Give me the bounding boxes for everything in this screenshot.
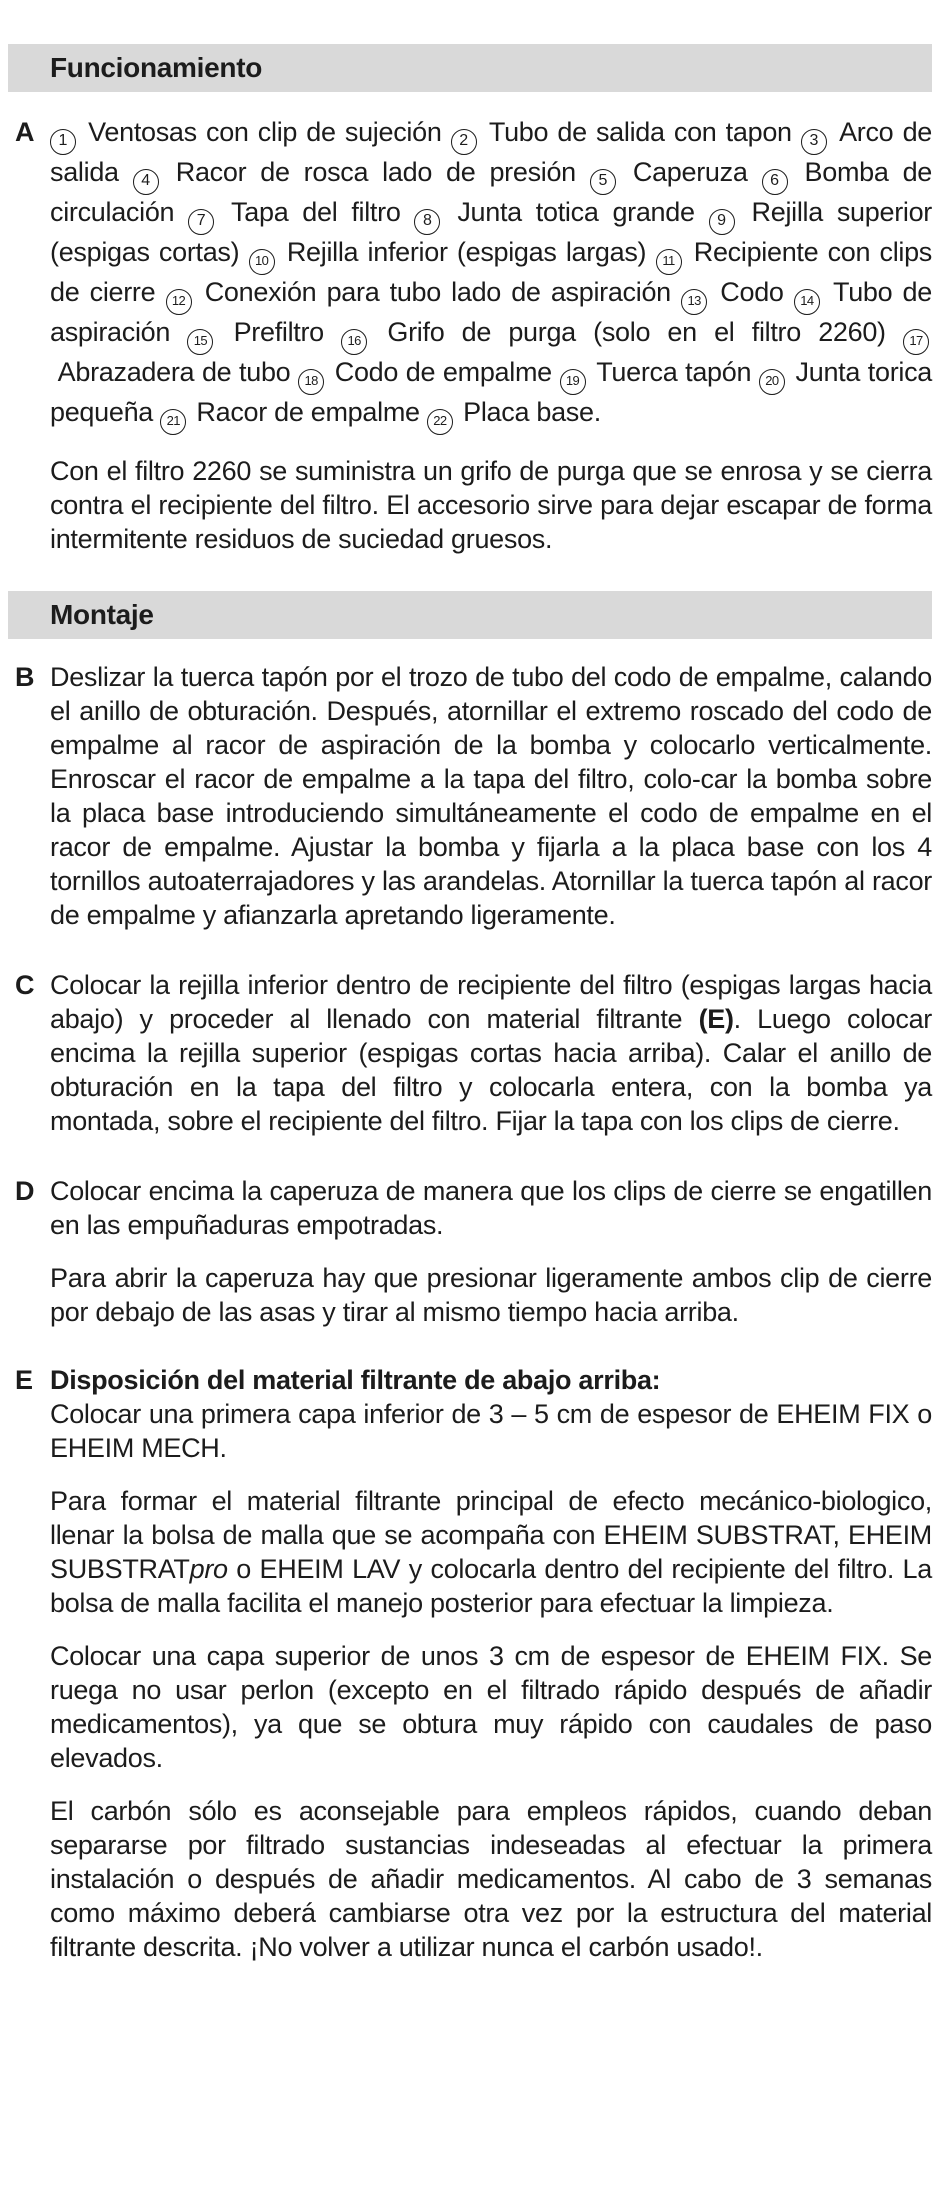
circled-number-12: 12 [166,289,192,315]
paragraph-d [0,1174,950,1329]
paragraph-c-text [50,968,932,1138]
paragraph-e [0,1363,950,1964]
circled-number-14: 14 [794,289,820,315]
circled-number-3: 3 [801,129,827,155]
circled-number-15: 15 [187,329,213,355]
paragraph-note-2260: Con el filtro 2260 se suministra un grifo de purga que se enrosa y se cierra contra el recipiente del filtro. El accesorio sirve para dejar escapar de forma intermitente residuos de suciedad gruesos. [50,456,932,554]
section-title-funcionamiento: Funcionamiento [50,52,263,83]
paragraph-d-text: Colocar encima la caperuza de manera que los clips de cierre se engatillen en las empuñaduras empotradas. [50,1176,932,1240]
paragraph-b-content [50,660,932,932]
paragraph-e-content [50,1363,932,1964]
paragraph-marker-e: E [15,1365,34,1395]
paragraph-c-content [50,968,932,1138]
paragraph-d-text2: Para abrir la caperuza hay que presionar ligeramente ambos clip de cierre por debajo de las asas y tirar al mismo tiempo hacia arriba. [50,1263,932,1327]
paragraph-e-para2-italic-pro: pro [189,1554,228,1584]
paragraph-e-para1: Colocar una primera capa inferior de 3 – 5 cm de espesor de EHEIM FIX o EHEIM MECH. [50,1399,932,1463]
paragraph-b-text: Deslizar la tuerca tapón por el trozo de tubo del codo de empalme, calando el anillo de obturación. Después, atornillar el extremo roscado del codo de empalme al racor de aspiración de la bomba y colocarlo verticalmente. Enroscar el racor de empalme a la tapa del filtro, colo-car la bomba sobre la placa base introduciendo simultáneamente el codo de empalme en el racor de empalme. Ajustar la bomba y fijarla a la placa base con los 4 tornillos autoaterrajadores y las arandelas. Atornillar la tuerca tapón al racor de empalme y afianzarla apretando ligeramente. [50,662,932,930]
section-title-montaje: Montaje [50,599,154,630]
circled-number-7: 7 [188,209,214,235]
circled-number-9: 9 [709,209,735,235]
paragraph-e-para2-before: Para formar el material filtrante principal de efecto mecánico-biologico, llenar la bolsa de malla que se acompaña con EHEIM SUBSTRAT, EHEIM SUBSTRAT [50,1486,932,1584]
paragraph-c [0,968,950,1138]
circled-number-17: 17 [903,329,929,355]
paragraph-e-para2-after: o EHEIM LAV y colocarla dentro del recipiente del filtro. La bolsa de malla facilita el manejo posterior para efectuar la limpieza. [50,1554,932,1618]
paragraph-marker-c: C [15,970,35,1000]
paragraph-e-para2 [50,1484,932,1620]
circled-number-8: 8 [414,209,440,235]
circled-number-2: 2 [451,129,477,155]
circled-number-22: 22 [427,409,453,435]
circled-number-21: 21 [160,409,186,435]
paragraph-a-content [50,115,932,556]
circled-number-11: 11 [656,249,682,275]
circled-number-16: 16 [341,329,367,355]
paragraph-c-bold-ref-e: (E) [698,1004,734,1034]
circled-number-5: 5 [590,169,616,195]
parts-list: 1 Ventosas con clip de sujeción 2 Tubo de salida con tapon 3 Arco de salida 4 Racor de rosca lado de presión 5 Caperuza 6 Bomba de circulación 7 Tapa del filtro 8 Junta totica grande 9 Rejilla superior (espigas cortas) 10 Rejilla inferior (espigas largas) 11 Recipiente con clips de cierre 12 Conexión para tubo lado de aspiración 13 Codo 14 Tubo de aspiración 15 Prefiltro 16 Grifo de purga (solo en el filtro 2260) 17 Abrazadera de tubo 18 Codo de empalme 19 Tuerca tapón 20 Junta torica pequeña 21 Racor de empalme 22 Placa base. [50,115,932,435]
paragraph-marker-d: D [15,1176,35,1206]
paragraph-c-text-before: Colocar la rejilla inferior dentro de recipiente del filtro (espigas largas hacia abajo) y proceder al llenado con material filtrante [50,970,932,1034]
paragraph-e-para3: Colocar una capa superior de unos 3 cm de espesor de EHEIM FIX. Se ruega no usar perlon (excepto en el filtrado rápido después de añadir medicamentos), ya que se obtura muy rápido con caudales de paso elevados. [50,1641,932,1773]
paragraph-c-text-after: . Luego colocar encima la rejilla superior (espigas cortas hacia arriba). Calar el anillo de obturación en la tapa del filtro y colocarla entera, con la bomba ya montada, sobre el recipiente del filtro. Fijar la tapa con los clips de cierre. [50,1004,932,1136]
circled-number-6: 6 [762,169,788,195]
circled-number-19: 19 [560,369,586,395]
manual-page [0,44,950,2204]
circled-number-20: 20 [759,369,785,395]
circled-number-1: 1 [50,129,76,155]
paragraph-b [0,660,950,932]
paragraph-e-heading: Disposición del material filtrante de abajo arriba: [50,1365,661,1395]
paragraph-d-content [50,1174,932,1329]
paragraph-marker-a: A [15,117,35,147]
paragraph-marker-b: B [15,662,35,692]
paragraph-a [0,115,950,556]
section-header-funcionamiento [8,44,932,92]
paragraph-e-para4: El carbón sólo es aconsejable para empleos rápidos, cuando deban separarse por filtrado sustancias indeseadas al efectuar la primera instalación o después de añadir medicamentos. Al cabo de 3 semanas como máximo deberá cambiarse otra vez por la estructura del material filtrante descrita. ¡No volver a utilizar nunca el carbón usado!. [50,1796,932,1962]
circled-number-10: 10 [249,249,275,275]
circled-number-18: 18 [298,369,324,395]
circled-number-13: 13 [681,289,707,315]
section-header-montaje [8,591,932,639]
circled-number-4: 4 [133,169,159,195]
